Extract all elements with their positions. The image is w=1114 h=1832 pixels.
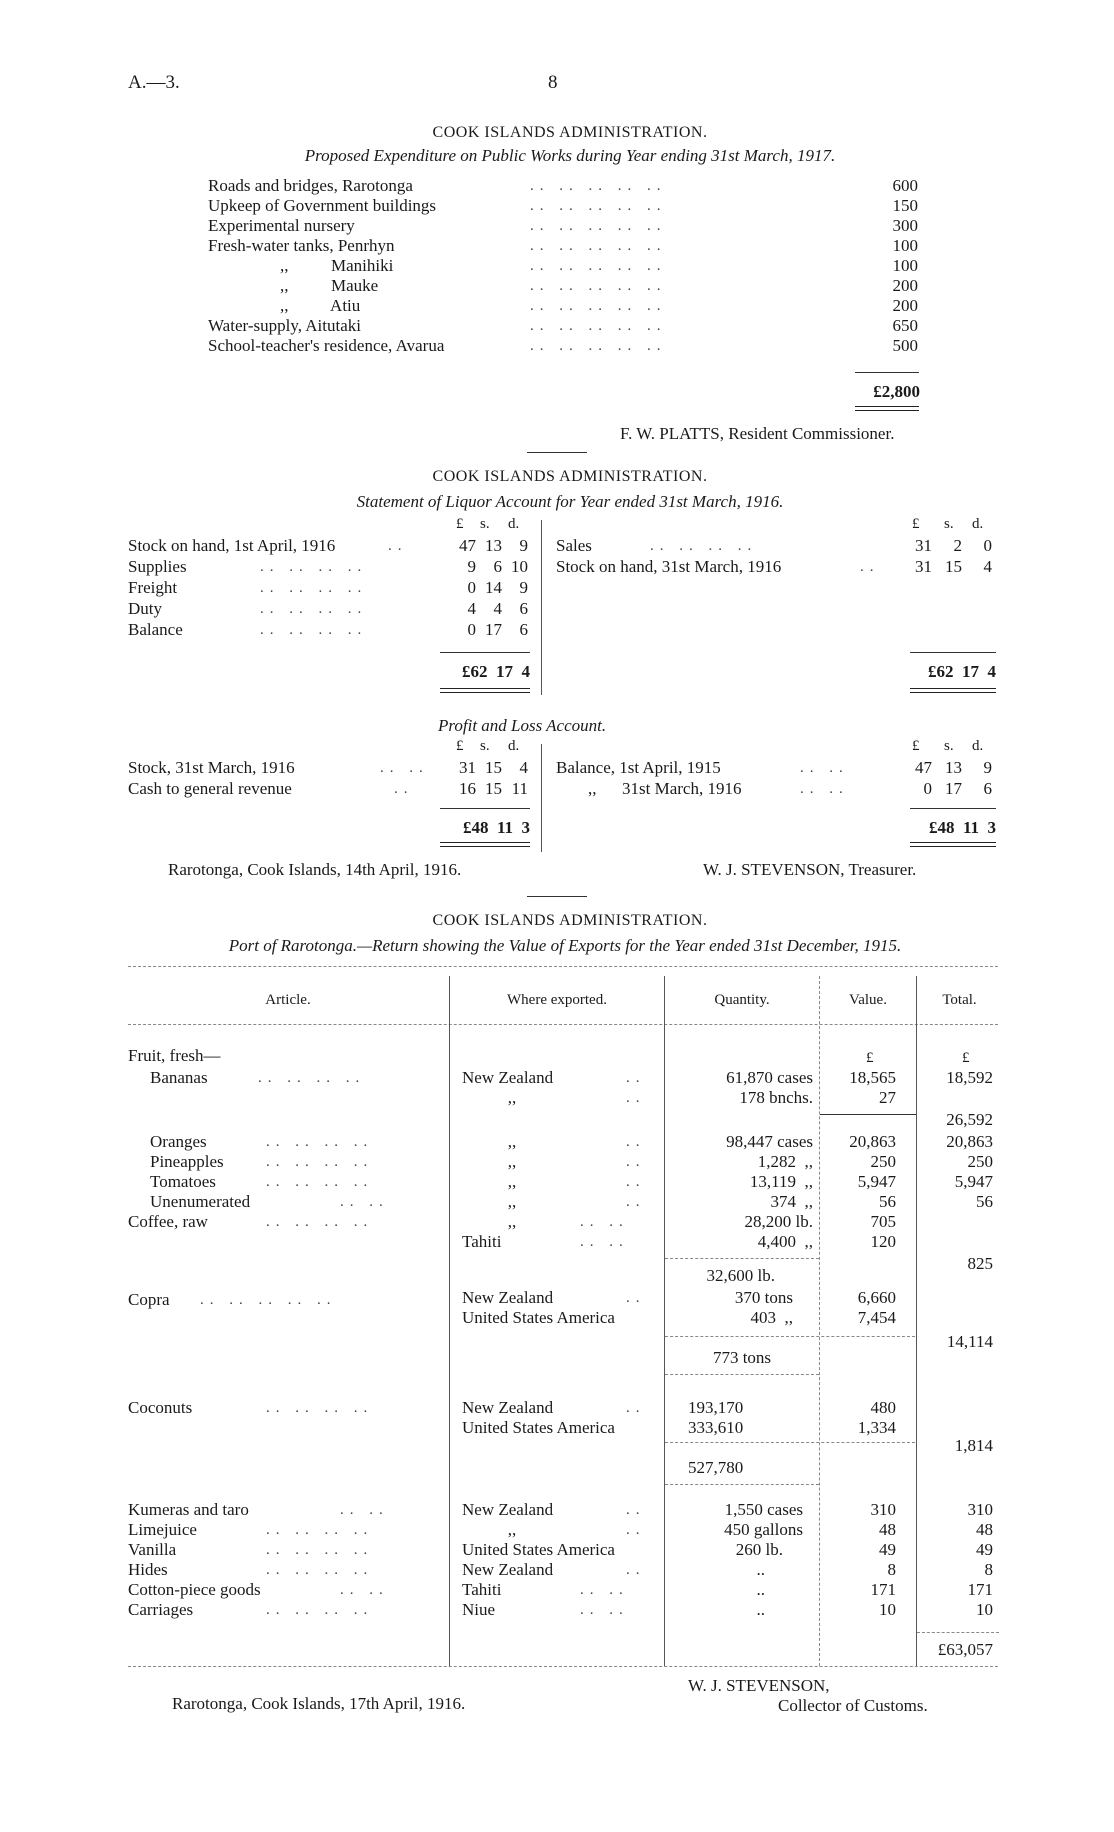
signature-collector-title: Collector of Customs.: [778, 1696, 928, 1715]
debit-label: Stock on hand, 1st April, 1916: [128, 536, 336, 555]
article-cell: Coconuts: [128, 1398, 193, 1417]
where-cell: New Zealand: [462, 1068, 554, 1087]
total-cell: 48: [976, 1520, 993, 1539]
quantity-total: 527,780: [688, 1458, 744, 1477]
quantity-cell: 1,550 cases: [724, 1500, 803, 1519]
debit-pounds: 0: [467, 578, 476, 597]
where-cell: New Zealand: [462, 1560, 554, 1579]
value-cell: 49: [879, 1540, 896, 1559]
account-divider: [541, 744, 542, 852]
shilling-header: s.: [480, 516, 490, 532]
leader-dots: ..: [626, 1134, 646, 1150]
leader-dots: .. .. .. ..: [266, 1522, 374, 1538]
leader-dots: .. .. .. .. ..: [530, 218, 667, 234]
credit-pence: 9: [983, 758, 992, 777]
leader-dots: ..: [626, 1154, 646, 1170]
quantity-cell: 193,170: [688, 1398, 744, 1417]
debit-pence: 9: [519, 536, 528, 555]
leader-dots: .. .. .. ..: [266, 1400, 374, 1416]
double-rule: [440, 688, 530, 693]
debit-pounds: 4: [467, 599, 476, 618]
pl-left-total: £48 11 3: [462, 818, 530, 837]
leader-dots: .. ..: [580, 1582, 629, 1598]
column-divider: [449, 976, 450, 1666]
header-quantity: Quantity.: [714, 992, 770, 1008]
leader-dots: .. .. .. .. ..: [530, 318, 667, 334]
quantity-cell: 61,870 cases: [726, 1068, 813, 1087]
page-number: 8: [548, 72, 558, 93]
debit-label: Freight: [128, 578, 178, 597]
works-item-value: 150: [892, 196, 918, 215]
article-cell: Copra: [128, 1290, 170, 1309]
rule: [855, 372, 919, 373]
quantity-cell: 403 ,,: [750, 1308, 793, 1327]
debit-shillings: 4: [493, 599, 502, 618]
leader-dots: ..: [626, 1522, 646, 1538]
where-cell: United States America: [462, 1308, 615, 1327]
pound-header: £: [912, 738, 920, 754]
leader-dots: ..: [626, 1290, 646, 1306]
credit-pence: 6: [983, 779, 992, 798]
total-cell: 20,863: [946, 1132, 993, 1151]
total-cell: 1,814: [954, 1436, 993, 1455]
value-cell: 5,947: [857, 1172, 896, 1191]
where-cell: ,,: [507, 1152, 517, 1171]
table-top-rule: [128, 966, 998, 967]
leader-dots: .. .. .. ..: [260, 601, 368, 617]
debit-shillings: 13: [485, 536, 502, 555]
quantity-cell: 450 gallons: [724, 1520, 803, 1539]
section1-title: COOK ISLANDS ADMINISTRATION.: [432, 124, 708, 141]
where-cell: ,,: [507, 1212, 517, 1231]
article-cell: Limejuice: [128, 1520, 197, 1539]
value-cell: 8: [887, 1560, 896, 1579]
rule: [910, 808, 996, 809]
leader-dots: .. .. .. ..: [266, 1602, 374, 1618]
header-where-exported: Where exported.: [507, 992, 607, 1008]
article-cell: Pineapples: [150, 1152, 224, 1171]
works-item-value: 500: [892, 336, 918, 355]
debit-pounds: 47: [459, 536, 476, 555]
total-cell: 5,947: [954, 1172, 993, 1191]
leader-dots: ..: [626, 1194, 646, 1210]
rule: [665, 1258, 819, 1259]
works-item-label: Upkeep of Government buildings: [208, 196, 437, 215]
profit-loss-title: Profit and Loss Account.: [438, 716, 607, 735]
signature-platts: F. W. PLATTS, Resident Commissioner.: [620, 424, 895, 443]
value-cell: 250: [870, 1152, 896, 1171]
leader-dots: .. .. .. ..: [266, 1134, 374, 1150]
section1-subtitle: Proposed Expenditure on Public Works during Year ending 31st March, 1917.: [304, 146, 836, 165]
table-header-rule: [128, 1024, 998, 1025]
double-rule: [855, 406, 919, 411]
pence-header: d.: [508, 738, 520, 754]
debit-label: Cash to general revenue: [128, 779, 292, 798]
section3-title: COOK ISLANDS ADMINISTRATION.: [432, 912, 708, 929]
leader-dots: .. .. .. ..: [266, 1562, 374, 1578]
leader-dots: ..: [626, 1174, 646, 1190]
document-reference: A.—3.: [128, 72, 180, 93]
quantity-cell: ..: [756, 1600, 765, 1619]
account-divider: [541, 520, 542, 695]
where-cell: Niue: [462, 1600, 496, 1619]
debit-pence: 10: [511, 557, 528, 576]
credit-pounds: 31: [915, 557, 932, 576]
quantity-cell: 13,119 ,,: [749, 1172, 813, 1191]
rule: [820, 1114, 916, 1115]
credit-shillings: 17: [945, 779, 962, 798]
debit-pounds: 9: [467, 557, 476, 576]
rule: [665, 1484, 819, 1485]
total-cell: 825: [967, 1254, 993, 1273]
rule: [917, 1632, 999, 1633]
where-cell: ,,: [507, 1088, 517, 1107]
shilling-header: s.: [480, 738, 490, 754]
value-cell: 27: [879, 1088, 896, 1107]
value-cell: 56: [879, 1192, 896, 1211]
fruit-subtotal: 26,592: [946, 1110, 993, 1129]
exports-place-date: Rarotonga, Cook Islands, 17th April, 1916.: [172, 1694, 466, 1713]
quantity-cell: 333,610: [688, 1418, 744, 1437]
leader-dots: .. .. .. .. ..: [200, 1292, 337, 1308]
works-item-value: 300: [892, 216, 918, 235]
credit-label: ,, 31st March, 1916: [588, 779, 742, 798]
leader-dots: .. .. .. .. ..: [530, 178, 667, 194]
credit-pounds: 47: [915, 758, 932, 777]
article-cell: Bananas: [150, 1068, 208, 1087]
double-rule: [910, 842, 996, 847]
works-item-value: 600: [892, 176, 918, 195]
pence-header: d.: [972, 516, 984, 532]
leader-dots: .. ..: [380, 760, 429, 776]
credit-label: Balance, 1st April, 1915: [556, 758, 721, 777]
debit-pence: 9: [519, 578, 528, 597]
total-cell: 171: [967, 1580, 993, 1599]
leader-dots: .. ..: [800, 760, 849, 776]
works-item-label: Fresh-water tanks, Penrhyn: [208, 236, 395, 255]
total-cell: 56: [976, 1192, 993, 1211]
header-article: Article.: [265, 992, 311, 1008]
double-rule: [910, 688, 996, 693]
total-cell: 14,114: [946, 1332, 993, 1351]
value-cell: 705: [870, 1212, 896, 1231]
quantity-cell: 374 ,,: [770, 1192, 813, 1211]
value-cell: 7,454: [857, 1308, 896, 1327]
value-cell: 48: [879, 1520, 896, 1539]
value-cell: 120: [870, 1232, 896, 1251]
article-cell: Unenumerated: [150, 1192, 251, 1211]
debit-shillings: 15: [485, 758, 502, 777]
works-item-value: 100: [892, 256, 918, 275]
quantity-cell: 32,600 lb.: [706, 1266, 775, 1285]
pound-header: £: [912, 516, 920, 532]
total-cell: 250: [967, 1152, 993, 1171]
leader-dots: .. .. .. ..: [258, 1070, 366, 1086]
double-rule: [440, 842, 530, 847]
article-cell: Oranges: [150, 1132, 207, 1151]
works-item-label: ,, Atiu: [280, 296, 361, 315]
article-cell: Tomatoes: [150, 1172, 216, 1191]
quantity-cell: 260 lb.: [735, 1540, 783, 1559]
pound-header: £: [456, 738, 464, 754]
rule: [665, 1374, 819, 1375]
credit-pence: 0: [983, 536, 992, 555]
pence-header: d.: [972, 738, 984, 754]
works-item-value: 200: [892, 276, 918, 295]
credit-pounds: 31: [915, 536, 932, 555]
works-total: £2,800: [873, 382, 920, 401]
liquor-right-total: £62 17 4: [928, 662, 996, 681]
debit-shillings: 17: [485, 620, 502, 639]
value-cell: 480: [870, 1398, 896, 1417]
leader-dots: ..: [394, 781, 414, 797]
debit-pounds: 0: [467, 620, 476, 639]
rule: [665, 1336, 915, 1337]
works-item-label: ,, Manihiki: [280, 256, 394, 275]
leader-dots: .. ..: [580, 1602, 629, 1618]
pound-header: £: [456, 516, 464, 532]
works-item-value: 200: [892, 296, 918, 315]
signature-treasurer: W. J. STEVENSON, Treasurer.: [703, 860, 917, 879]
debit-pence: 6: [519, 620, 528, 639]
quantity-cell: 178 bnchs.: [739, 1088, 813, 1107]
works-item-value: 650: [892, 316, 918, 335]
leader-dots: ..: [626, 1090, 646, 1106]
credit-label: Sales: [556, 536, 592, 555]
total-cell: 18,592: [946, 1068, 993, 1087]
credit-shillings: 13: [945, 758, 962, 777]
total-cell: 8: [984, 1560, 993, 1579]
leader-dots: .. ..: [340, 1502, 389, 1518]
rule: [910, 652, 996, 653]
where-cell: New Zealand: [462, 1500, 554, 1519]
value-currency: £: [866, 1050, 874, 1066]
debit-label: Stock, 31st March, 1916: [128, 758, 295, 777]
leader-dots: .. .. .. .. ..: [530, 298, 667, 314]
article-cell: Kumeras and taro: [128, 1500, 249, 1519]
leader-dots: .. ..: [340, 1582, 389, 1598]
value-cell: 10: [879, 1600, 896, 1619]
table-bottom-rule: [128, 1666, 998, 1667]
pl-right-total: £48 11 3: [928, 818, 996, 837]
where-cell: ,,: [507, 1192, 517, 1211]
where-cell: ,,: [507, 1132, 517, 1151]
debit-pence: 4: [519, 758, 528, 777]
article-cell: Hides: [128, 1560, 168, 1579]
works-item-label: Water-supply, Aitutaki: [208, 316, 361, 335]
quantity-cell: 4,400 ,,: [757, 1232, 813, 1251]
where-cell: New Zealand: [462, 1398, 554, 1417]
quantity-cell: ..: [756, 1580, 765, 1599]
where-cell: Tahiti: [462, 1232, 502, 1251]
section2-title: COOK ISLANDS ADMINISTRATION.: [432, 468, 708, 485]
leader-dots: .. .. .. ..: [266, 1542, 374, 1558]
article-cell: Coffee, raw: [128, 1212, 208, 1231]
value-cell: 6,660: [857, 1288, 896, 1307]
value-cell: 310: [870, 1500, 896, 1519]
works-item-label: ,, Mauke: [280, 276, 379, 295]
liquor-left-total: £62 17 4: [462, 662, 530, 681]
value-cell: 20,863: [849, 1132, 896, 1151]
section2-subtitle: Statement of Liquor Account for Year ended 31st March, 1916.: [356, 492, 784, 511]
liquor-place-date: Rarotonga, Cook Islands, 14th April, 1916.: [168, 860, 462, 879]
leader-dots: .. .. .. ..: [260, 559, 368, 575]
value-cell: 171: [870, 1580, 896, 1599]
debit-label: Supplies: [128, 557, 187, 576]
rule: [665, 1442, 915, 1443]
debit-shillings: 14: [485, 578, 502, 597]
section3-subtitle: Port of Rarotonga.—Return showing the Value of Exports for the Year ended 31st December, 1915.: [228, 936, 902, 955]
rule: [440, 808, 530, 809]
header-total: Total.: [942, 992, 977, 1008]
credit-pounds: 0: [923, 779, 932, 798]
leader-dots: .. .. .. .. ..: [530, 278, 667, 294]
leader-dots: ..: [626, 1070, 646, 1086]
where-cell: Tahiti: [462, 1580, 502, 1599]
where-cell: New Zealand: [462, 1288, 554, 1307]
leader-dots: .. .. .. ..: [266, 1214, 374, 1230]
debit-pence: 6: [519, 599, 528, 618]
pence-header: d.: [508, 516, 520, 532]
where-cell: United States America: [462, 1540, 615, 1559]
debit-label: Duty: [128, 599, 162, 618]
debit-shillings: 15: [485, 779, 502, 798]
works-item-label: Roads and bridges, Rarotonga: [208, 176, 413, 195]
leader-dots: .. .. .. .. ..: [530, 258, 667, 274]
shilling-header: s.: [944, 738, 954, 754]
shilling-header: s.: [944, 516, 954, 532]
debit-pence: 11: [511, 779, 528, 798]
grand-total: £63,057: [937, 1640, 993, 1659]
quantity-cell: 370 tons: [734, 1288, 793, 1307]
credit-shillings: 15: [945, 557, 962, 576]
leader-dots: ..: [388, 538, 408, 554]
header-value: Value.: [849, 992, 887, 1008]
value-cell: 18,565: [849, 1068, 896, 1087]
quantity-total: 773 tons: [712, 1348, 772, 1367]
leader-dots: .. .. .. ..: [266, 1174, 374, 1190]
leader-dots: .. ..: [340, 1194, 389, 1210]
credit-pence: 4: [983, 557, 992, 576]
leader-dots: ..: [626, 1400, 646, 1416]
total-cell: 49: [976, 1540, 993, 1559]
leader-dots: .. .. .. .. ..: [530, 198, 667, 214]
total-cell: 310: [967, 1500, 993, 1519]
leader-dots: .. ..: [580, 1214, 629, 1230]
article-fruit: Fruit, fresh—: [128, 1046, 221, 1065]
rule: [440, 652, 530, 653]
leader-dots: .. .. .. ..: [260, 580, 368, 596]
quantity-cell: ..: [756, 1560, 765, 1579]
debit-pounds: 16: [459, 779, 476, 798]
leader-dots: .. .. .. ..: [260, 622, 368, 638]
works-item-value: 100: [892, 236, 918, 255]
quantity-cell: 98,447 cases: [726, 1132, 813, 1151]
credit-label: Stock on hand, 31st March, 1916: [556, 557, 782, 576]
section-divider: [527, 896, 587, 897]
leader-dots: .. .. .. .. ..: [530, 238, 667, 254]
debit-label: Balance: [128, 620, 183, 639]
article-cell: Carriages: [128, 1600, 194, 1619]
where-cell: ,,: [507, 1172, 517, 1191]
total-cell: 10: [976, 1600, 993, 1619]
leader-dots: .. ..: [800, 781, 849, 797]
works-item-label: Experimental nursery: [208, 216, 355, 235]
debit-shillings: 6: [493, 557, 502, 576]
quantity-cell: 28,200 lb.: [744, 1212, 813, 1231]
leader-dots: .. ..: [580, 1234, 629, 1250]
article-cell: Cotton-piece goods: [128, 1580, 261, 1599]
section-divider: [527, 452, 587, 453]
where-cell: ,,: [507, 1520, 517, 1539]
leader-dots: .. .. .. ..: [650, 538, 758, 554]
credit-shillings: 2: [953, 536, 962, 555]
leader-dots: ..: [626, 1562, 646, 1578]
leader-dots: ..: [860, 559, 880, 575]
value-cell: 1,334: [857, 1418, 896, 1437]
quantity-cell: 1,282 ,,: [757, 1152, 813, 1171]
leader-dots: ..: [626, 1502, 646, 1518]
signature-collector-name: W. J. STEVENSON,: [688, 1676, 830, 1695]
total-currency: £: [962, 1050, 970, 1066]
debit-pounds: 31: [459, 758, 476, 777]
works-item-label: School-teacher's residence, Avarua: [208, 336, 445, 355]
leader-dots: .. .. .. ..: [266, 1154, 374, 1170]
leader-dots: .. .. .. .. ..: [530, 338, 667, 354]
where-cell: United States America: [462, 1418, 615, 1437]
article-cell: Vanilla: [128, 1540, 177, 1559]
